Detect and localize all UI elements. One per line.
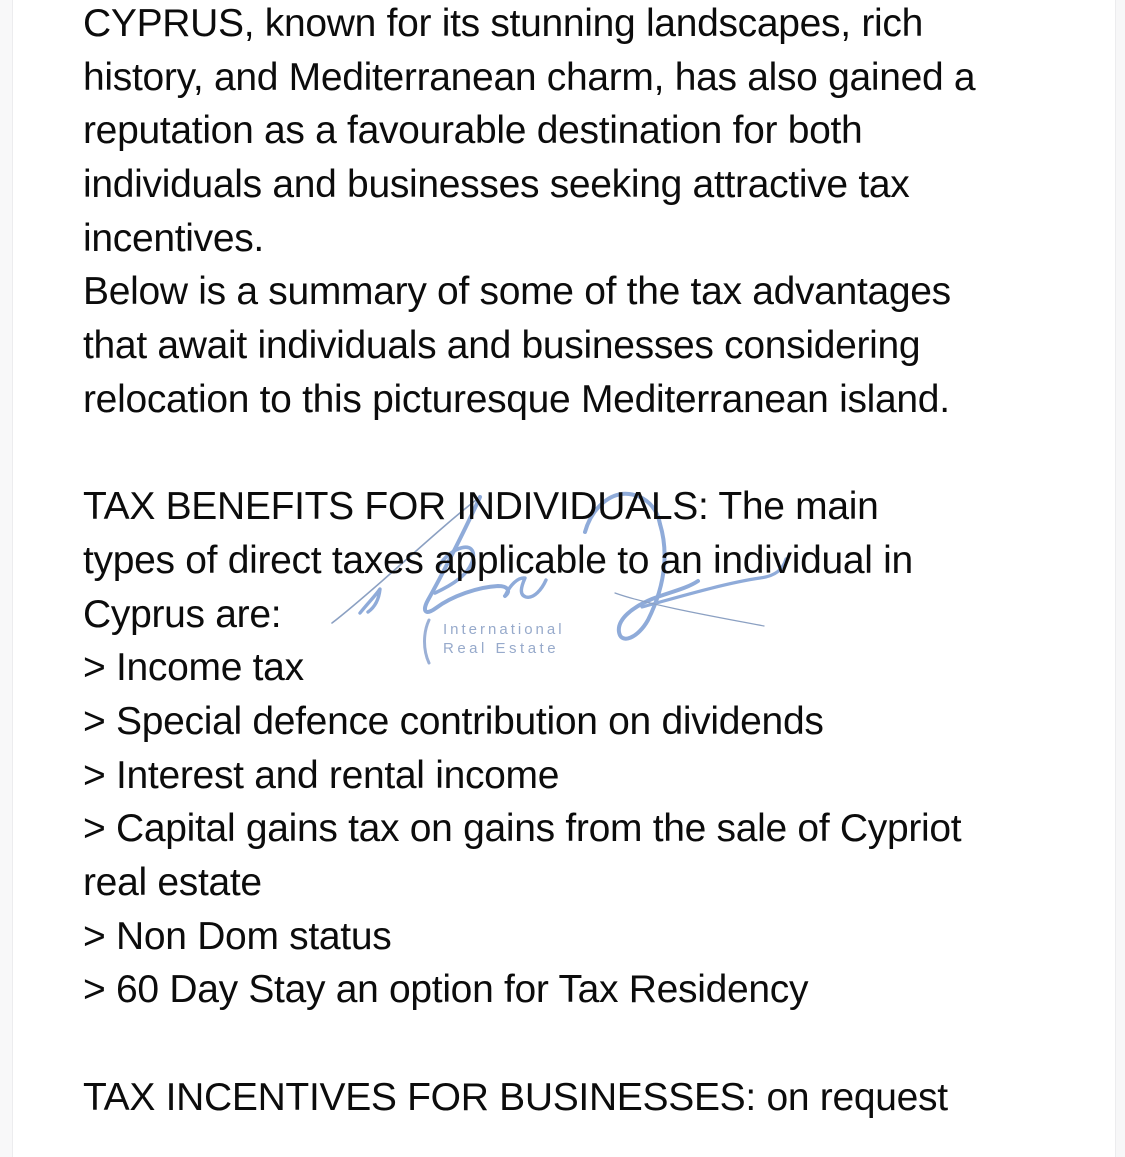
bullet-line: > Income tax [83, 646, 304, 690]
individuals-heading-line: Cyprus are: [83, 592, 282, 636]
page-left-edge [0, 0, 13, 1157]
bullet-line: > 60 Day Stay an option for Tax Residency [83, 968, 809, 1012]
bullet-line: > Special defence contribution on dividends [83, 699, 824, 743]
bullet-line-wrap: real estate [83, 861, 262, 904]
summary-line: relocation to this picturesque Mediterranean island. [83, 377, 950, 421]
document-text [83, 0, 975, 1124]
summary-line: that await individuals and businesses considering [83, 324, 921, 368]
watermark-label-line1: International [443, 621, 565, 638]
watermark-label-line2: Real Estate [443, 639, 560, 657]
individuals-heading-line: types of direct taxes applicable to an individual in [83, 538, 913, 582]
page-right-edge [1115, 0, 1125, 1157]
blank-line [83, 1017, 975, 1071]
bullet-line: > Interest and rental income [83, 753, 560, 797]
intro-line: CYPRUS, known for its stunning landscapes, rich [83, 2, 923, 45]
intro-line: reputation as a favourable destination for both [83, 109, 863, 153]
intro-line: incentives. [83, 216, 264, 260]
bullet-line: > Capital gains tax on gains from the sale of Cypriot [83, 807, 962, 851]
individuals-heading-line: TAX BENEFITS FOR INDIVIDUALS: The main [83, 485, 879, 529]
summary-line: Below is a summary of some of the tax advantages [83, 270, 951, 314]
bullet-line: > Non Dom status [83, 914, 392, 958]
intro-line: history, and Mediterranean charm, has also gained a [83, 55, 976, 99]
businesses-heading-line: TAX INCENTIVES FOR BUSINESSES: on request [83, 1075, 948, 1119]
intro-line: individuals and businesses seeking attractive tax [83, 163, 910, 207]
blank-line [83, 427, 975, 481]
